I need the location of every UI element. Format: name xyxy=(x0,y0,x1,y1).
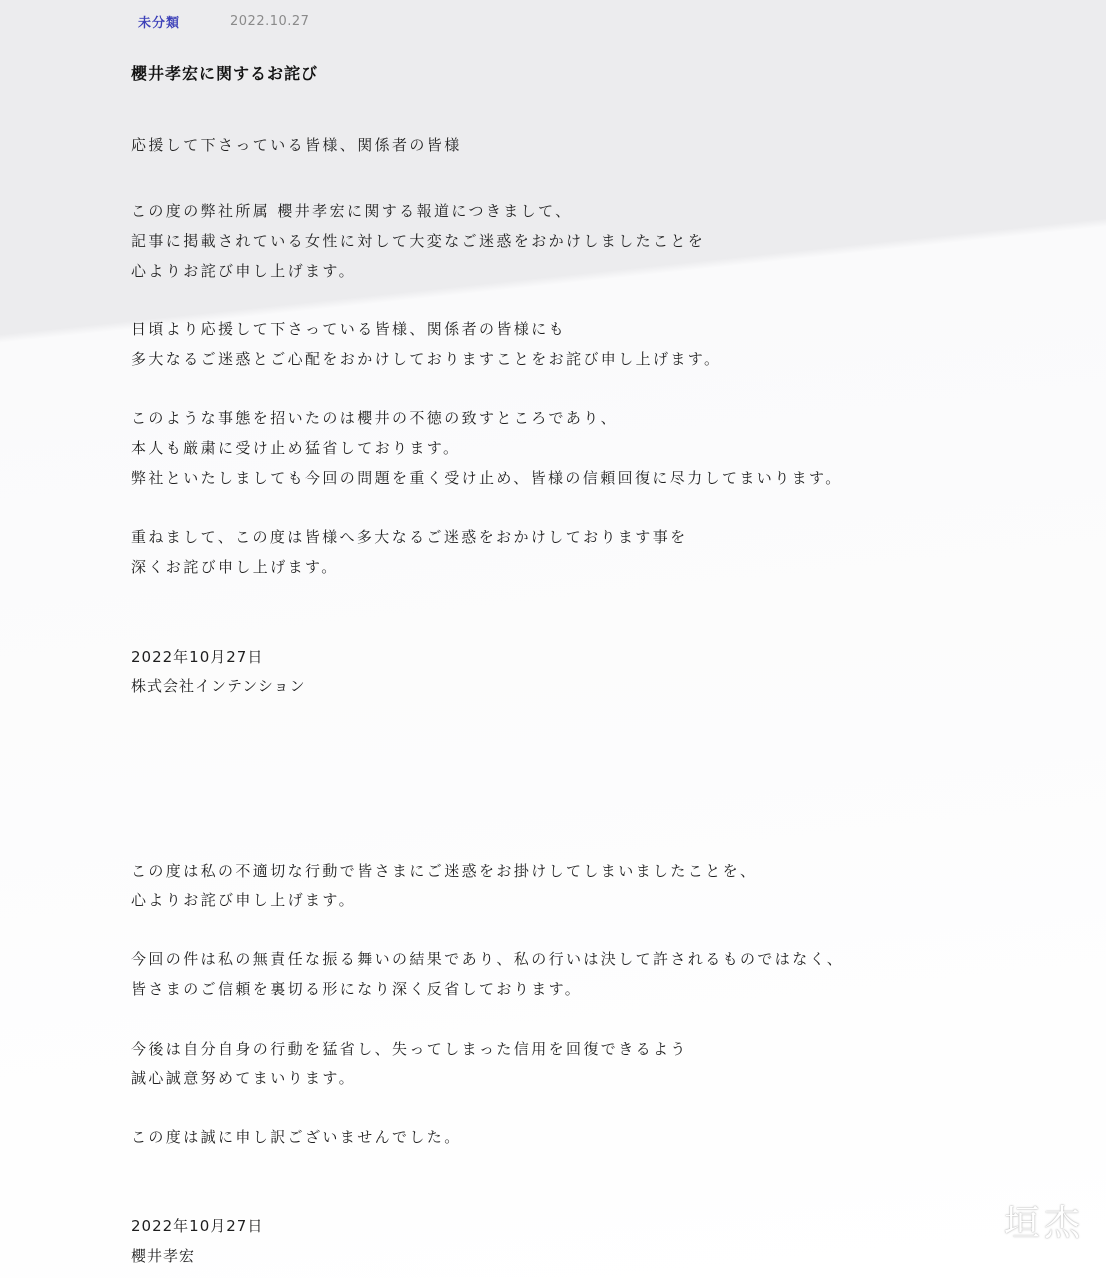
post-date: 2022.10.27 xyxy=(230,14,310,29)
personal-statement-date: 2022年10月27日 xyxy=(131,1217,264,1235)
greeting: 応援して下さっている皆様、関係者の皆様 xyxy=(131,136,462,154)
personal-signature: 櫻井孝宏 xyxy=(131,1247,196,1265)
company-signature: 株式会社インテンション xyxy=(131,677,306,695)
paragraph-line: 重ねまして、この度は皆様へ多大なるご迷惑をおかけしております事を xyxy=(131,528,688,546)
paragraph-line: 多大なるご迷惑とご心配をおかけしておりますことをお詫び申し上げます。 xyxy=(131,350,722,368)
article-meta xyxy=(138,12,309,31)
paragraph-line: 心よりお詫び申し上げます。 xyxy=(131,262,357,280)
page-title: 櫻井孝宏に関するお詫び xyxy=(131,64,319,83)
paragraph-line: 今回の件は私の無責任な振る舞いの結果であり、私の行いは決して許されるものではなく、 xyxy=(131,950,845,968)
paragraph-line: このような事態を招いたのは櫻井の不徳の致すところであり、 xyxy=(131,409,619,427)
paragraph-line: 誠心誠意努めてまいります。 xyxy=(131,1069,357,1087)
paragraph-line: この度は誠に申し訳ございませんでした。 xyxy=(131,1128,462,1146)
paragraph-line: この度の弊社所属 櫻井孝宏に関する報道につきまして、 xyxy=(131,202,573,220)
paragraph-line: 心よりお詫び申し上げます。 xyxy=(131,891,357,909)
paragraph-line: 記事に掲載されている女性に対して大変なご迷惑をおかけしましたことを xyxy=(131,232,706,250)
paragraph-line: 本人も厳粛に受け止め猛省しております。 xyxy=(131,439,461,457)
paragraph-line: 弊社といたしましても今回の問題を重く受け止め、皆様の信頼回復に尽力してまいります。 xyxy=(131,469,843,487)
category-link[interactable]: 未分類 xyxy=(138,16,181,31)
paragraph-line: 深くお詫び申し上げます。 xyxy=(131,558,339,576)
paragraph-line: この度は私の不適切な行動で皆さまにご迷惑をお掛けしてしまいましたことを、 xyxy=(131,862,758,880)
paragraph-line: 皆さまのご信頼を裏切る形になり深く反省しております。 xyxy=(131,980,583,998)
paragraph-line: 今後は自分自身の行動を猛省し、失ってしまった信用を回復できるよう xyxy=(131,1040,688,1058)
paragraph-line: 日頃より応援して下さっている皆様、関係者の皆様にも xyxy=(131,320,567,338)
watermark: 垣杰 xyxy=(1003,1203,1084,1244)
company-statement-date: 2022年10月27日 xyxy=(131,648,264,666)
